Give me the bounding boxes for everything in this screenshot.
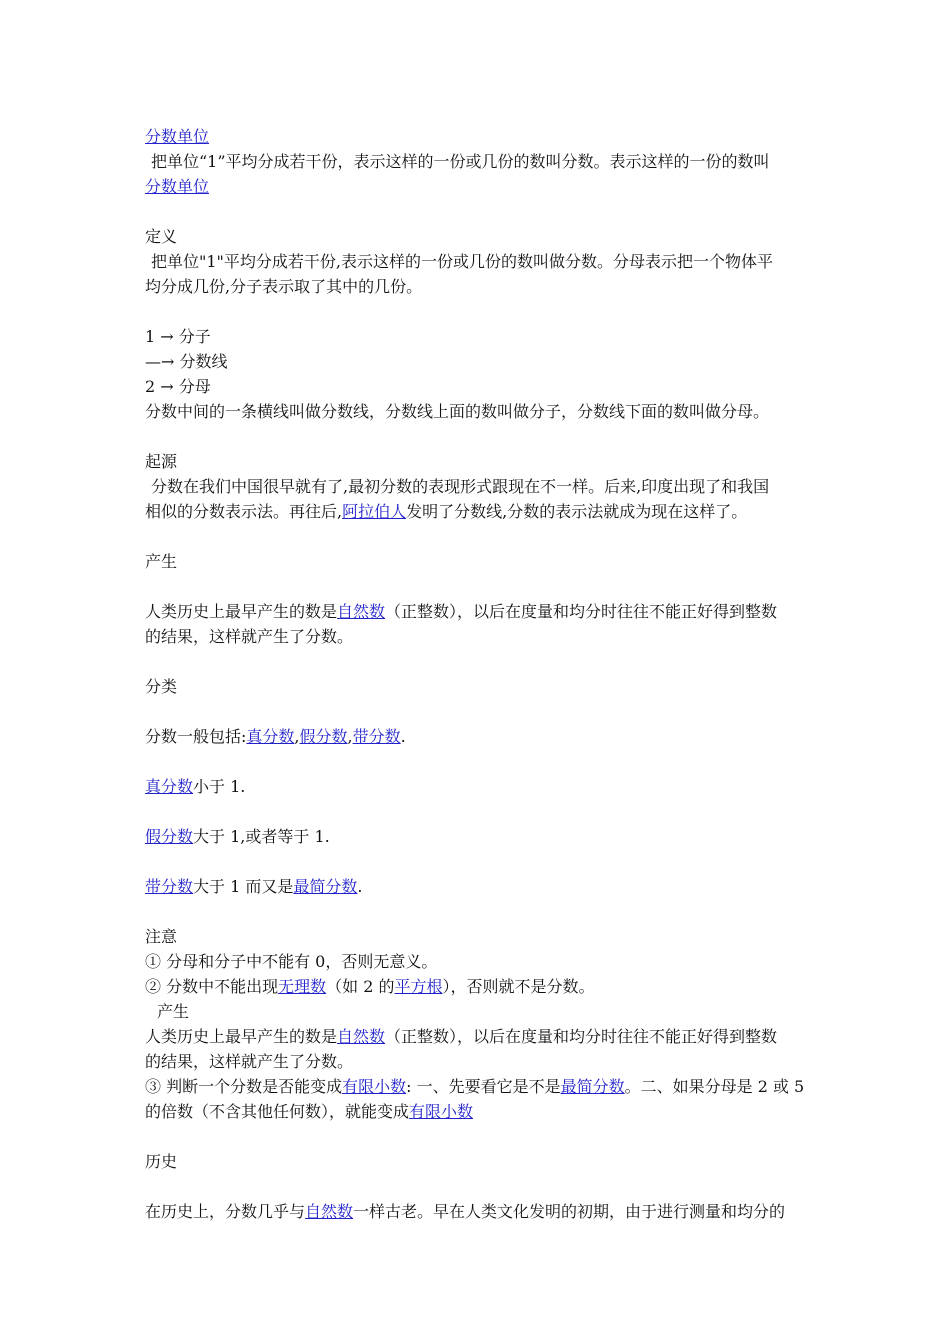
note-3-line-2: 的倍数（不含其他任何数），就能变成有限小数 [145,1102,474,1121]
produce-heading-2: 产生 [157,1002,190,1021]
note-3: ③ 判断一个分数是否能变成有限小数: 一、先要看它是不是最简分数。二、如果分母是 2 或 5 [145,1077,805,1096]
definition-heading: 定义 [145,227,178,246]
diagram-fraction-line: —→ 分数线 [145,352,228,371]
mixed-number-line: 带分数大于 1 而又是最简分数. [145,877,363,896]
proper-fraction-link-2[interactable]: 真分数 [145,777,194,796]
improper-fraction-link-2[interactable]: 假分数 [145,827,194,846]
note-2: ② 分数中不能出现无理数（如 2 的平方根），否则就不是分数。 [145,977,595,996]
finite-decimal-link-2[interactable]: 有限小数 [409,1102,474,1121]
simplest-fraction-link[interactable]: 最简分数 [293,877,358,896]
origin-line-1: 分数在我们中国很早就有了,最初分数的表现形式跟现在不一样。后来,印度出现了和我国 [151,477,770,496]
finite-decimal-link[interactable]: 有限小数 [342,1077,407,1096]
mixed-number-link[interactable]: 带分数 [352,727,401,746]
history-heading: 历史 [145,1152,178,1171]
irrational-number-link[interactable]: 无理数 [278,977,327,996]
proper-fraction-line: 真分数小于 1. [145,777,246,796]
note-1: ① 分母和分子中不能有 0，否则无意义。 [145,952,438,971]
origin-heading: 起源 [145,452,178,471]
classification-heading: 分类 [145,677,178,696]
diagram-denominator: 2 → 分母 [145,377,211,396]
natural-number-link-3[interactable]: 自然数 [305,1202,354,1221]
proper-fraction-link[interactable]: 真分数 [246,727,295,746]
produce-heading: 产生 [145,552,178,571]
improper-fraction-line: 假分数大于 1,或者等于 1. [145,827,330,846]
note-heading: 注意 [145,927,178,946]
fraction-unit-link-2[interactable]: 分数单位 [145,177,210,196]
natural-number-link[interactable]: 自然数 [337,602,386,621]
history-line: 在历史上，分数几乎与自然数一样古老。早在人类文化发明的初期，由于进行测量和均分的 [145,1202,786,1221]
diagram-description: 分数中间的一条横线叫做分数线，分数线上面的数叫做分子，分数线下面的数叫做分母。 [145,402,770,421]
produce-line-2-repeat: 的结果，这样就产生了分数。 [145,1052,354,1071]
produce-line-1-repeat: 人类历史上最早产生的数是自然数（正整数），以后在度量和均分时往往不能正好得到整数 [145,1027,778,1046]
unit-link-row [145,174,813,199]
produce-line-1: 人类历史上最早产生的数是自然数（正整数），以后在度量和均分时往往不能正好得到整数 [145,602,778,621]
fraction-unit-link[interactable]: 分数单位 [145,127,210,146]
definition-line-1: 把单位"1"平均分成若干份,表示这样的一份或几份的数叫做分数。分母表示把一个物体平 [151,252,773,271]
unit-heading-row [145,124,813,149]
diagram-numerator: 1 → 分子 [145,327,211,346]
arab-link[interactable]: 阿拉伯人 [342,502,407,521]
classification-line: 分数一般包括:真分数,假分数,带分数. [145,727,406,746]
document-body [145,124,813,1224]
improper-fraction-link[interactable]: 假分数 [299,727,348,746]
unit-desc: 把单位“1”平均分成若干份，表示这样的一份或几份的数叫分数。表示这样的一份的数叫 [151,152,770,171]
square-root-link[interactable]: 平方根 [394,977,443,996]
origin-line-2: 相似的分数表示法。再往后,阿拉伯人发明了分数线,分数的表示法就成为现在这样了。 [145,502,748,521]
produce-line-2: 的结果，这样就产生了分数。 [145,627,354,646]
natural-number-link-2[interactable]: 自然数 [337,1027,386,1046]
definition-line-2: 均分成几份,分子表示取了其中的几份。 [145,277,423,296]
simplest-fraction-link-2[interactable]: 最简分数 [560,1077,625,1096]
mixed-number-link-2[interactable]: 带分数 [145,877,194,896]
